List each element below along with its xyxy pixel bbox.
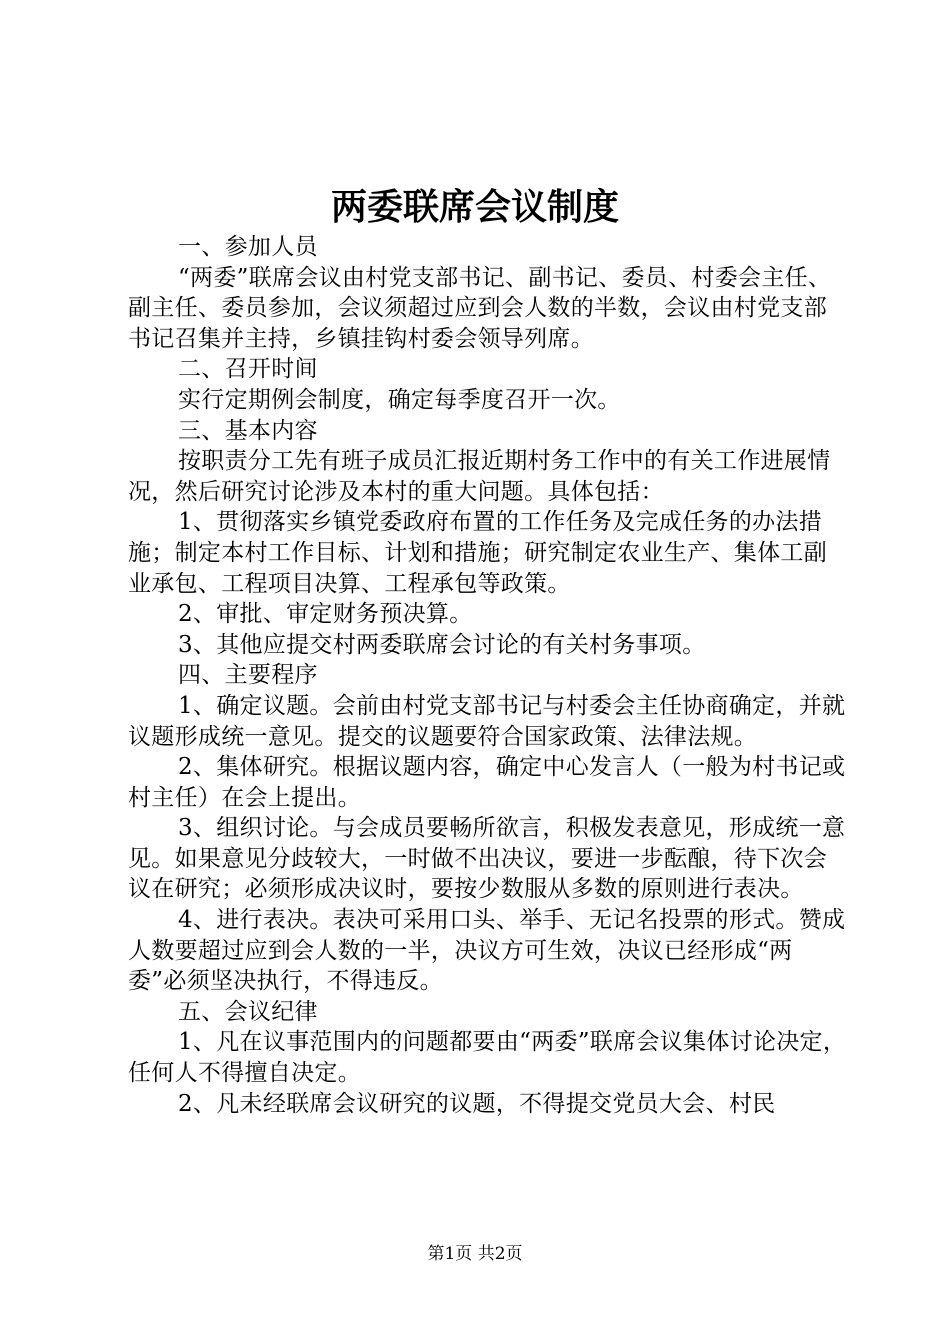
paragraph: 3、其他应提交村两委联席会讨论的有关村务事项。 (178, 631, 706, 658)
paragraph: 1、确定议题。会前由村党支部书记与村委会主任协商确定，并就议题形成统一意见。提交的议题要符合国家政策、法律法规。 (128, 692, 846, 750)
paragraph: 1、凡在议事范围内的问题都要由“两委”联席会议集体讨论决定，任何人不得擅自决定。 (128, 1029, 847, 1087)
paragraph: 2、审批、审定财务预决算。 (178, 601, 473, 628)
section-heading: 五、会议纪律 (178, 998, 318, 1025)
section-heading: 三、基本内容 (178, 417, 318, 444)
section-heading: 一、参加人员 (178, 234, 318, 260)
section-heading: 二、召开时间 (178, 356, 318, 383)
paragraph: 2、集体研究。根据议题内容，确定中心发言人（一般为村书记或村主任）在会上提出。 (128, 754, 846, 811)
page-number: 第1页 共2页 (427, 1244, 523, 1264)
section-heading: 四、主要程序 (178, 662, 318, 689)
document-body (128, 232, 848, 1119)
paragraph: 按职责分工先有班子成员汇报近期村务工作中的有关工作进展情况，然后研究讨论涉及本村的重大问题。具体包括： (128, 448, 831, 505)
paragraph: 实行定期例会制度，确定每季度召开一次。 (178, 386, 621, 413)
paragraph: 3、组织讨论。与会成员要畅所欲言，积极发表意见，形成统一意见。如果意见分歧较大，一时做不出决议，要进一步酝酿，待下次会议在研究；必须形成决议时，要按少数服从多数的原则进行表决。 (128, 815, 846, 903)
paragraph: 1、贯彻落实乡镇党委政府布置的工作任务及完成任务的办法措施；制定本村工作目标、计划和措施；研究制定农业生产、集体工副业承包、工程项目决算、工程承包等政策。 (128, 509, 827, 597)
paragraph: 2、凡未经联席会议研究的议题，不得提交党员大会、村民 (178, 1090, 776, 1117)
document-title: 两委联席会议制度 (330, 186, 619, 228)
paragraph: “两委”联席会议由村党支部书记、副书记、委员、村委会主任、副主任、委员参加，会议须超过应到会人数的半数，会议由村党支部书记召集并主持，乡镇挂钩村委会领导列席。 (128, 264, 832, 352)
paragraph: 4、进行表决。表决可采用口头、举手、无记名投票的形式。赞成人数要超过应到会人数的一半，决议方可生效，决议已经形成“两委”必须坚决执行，不得违反。 (128, 907, 846, 995)
